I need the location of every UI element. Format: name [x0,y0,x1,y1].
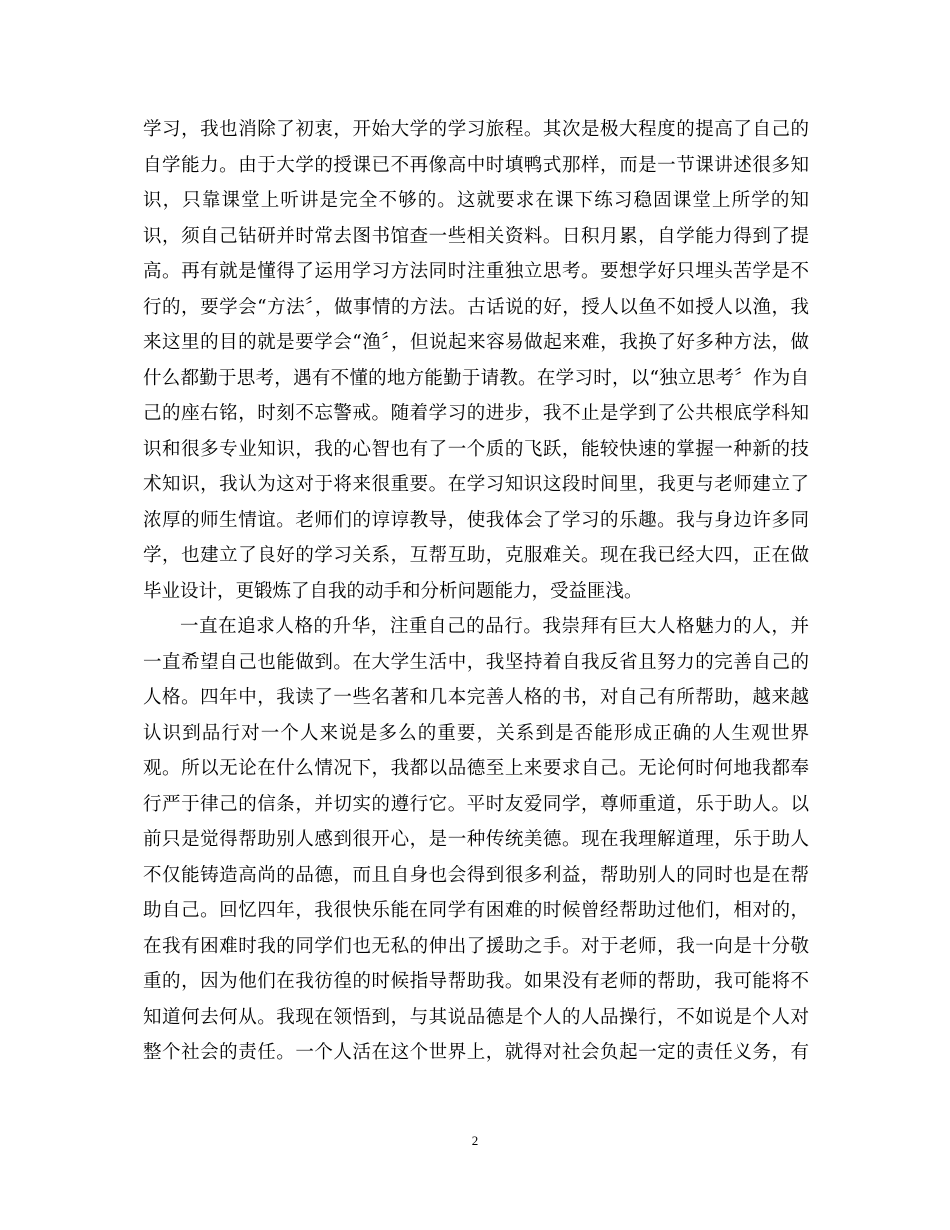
paragraph-study [143,112,809,609]
text-line: 整个社会的责任。一个人活在这个世界上，就得对社会负起一定的责任义务，有 [143,1042,809,1063]
text-line: 学，也建立了良好的学习关系，互帮互助，克服难关。现在我已经大四，正在做 [143,545,809,566]
page-number: 2 [471,1133,479,1148]
document-body [143,112,809,1071]
text-line: 一直希望自己也能做到。在大学生活中，我坚持着自我反省且努力的完善自己的 [143,651,809,673]
text-line: 什么都勤于思考，遇有不懂的地方能勤于请教。在学习时，以“独立思考〞作为自 [143,367,809,389]
text-line: 学习，我也消除了初衷，开始大学的学习旅程。其次是极大程度的提高了自己的 [143,119,809,140]
text-line: 术知识，我认为这对于将来很重要。在学习知识这段时间里，我更与老师建立了 [143,474,809,495]
text-line: 识，须自己钻研并时常去图书馆查一些相关资料。日积月累，自学能力得到了提 [143,225,809,247]
text-line: 自学能力。由于大学的授课已不再像高中时填鸭式那样，而是一节课讲述很多知 [143,154,809,176]
text-line: 一直在追求人格的升华，注重自己的品行。我崇拜有巨大人格魅力的人，并 [180,616,809,637]
text-line: 知道何去何从。我现在领悟到，与其说品德是个人的人品操行，不如说是个人对 [143,1006,809,1028]
text-line: 己的座右铭，时刻不忘警戒。随着学习的进步，我不止是学到了公共根底学科知 [143,403,809,424]
text-line: 行的，要学会“方法〞，做事情的方法。古话说的好，授人以鱼不如授人以渔，我 [143,296,809,318]
text-line: 人格。四年中，我读了一些名著和几本完善人格的书，对自己有所帮助，越来越 [143,687,809,708]
text-line: 来这里的目的就是要学会“渔〞，但说起来容易做起来难，我换了好多种方法，做 [143,332,809,353]
paragraph-character [143,609,809,1071]
text-line: 浓厚的师生情谊。老师们的谆谆教导，使我体会了学习的乐趣。我与身边许多同 [143,509,809,531]
text-line: 认识到品行对一个人来说是多么的重要，关系到是否能形成正确的人生观世界 [143,722,809,744]
text-line: 识，只靠课堂上听讲是完全不够的。这就要求在课下练习稳固课堂上所学的知 [143,190,809,211]
text-line: 在我有困难时我的同学们也无私的伸出了援助之手。对于老师，我一向是十分敬 [143,935,809,957]
text-line: 前只是觉得帮助别人感到很开心，是一种传统美德。现在我理解道理，乐于助人 [143,829,809,850]
text-line: 助自己。回忆四年，我很快乐能在同学有困难的时候曾经帮助过他们，相对的， [143,900,809,921]
text-line: 不仅能铸造高尚的品德，而且自身也会得到很多利益，帮助别人的同时也是在帮 [143,864,809,886]
text-line: 观。所以无论在什么情况下，我都以品德至上来要求自己。无论何时何地我都奉 [143,758,809,779]
text-line: 重的，因为他们在我彷徨的时候指导帮助我。如果没有老师的帮助，我可能将不 [143,971,809,992]
text-line: 识和很多专业知识，我的心智也有了一个质的飞跃，能较快速的掌握一种新的技 [143,438,809,460]
text-line: 行严于律己的信条，并切实的遵行它。平时友爱同学，尊师重道，乐于助人。以 [143,793,809,815]
text-line: 毕业设计，更锻炼了自我的动手和分析问题能力，受益匪浅。 [143,580,643,602]
text-line: 高。再有就是懂得了运用学习方法同时注重独立思考。要想学好只埋头苦学是不 [143,261,809,282]
